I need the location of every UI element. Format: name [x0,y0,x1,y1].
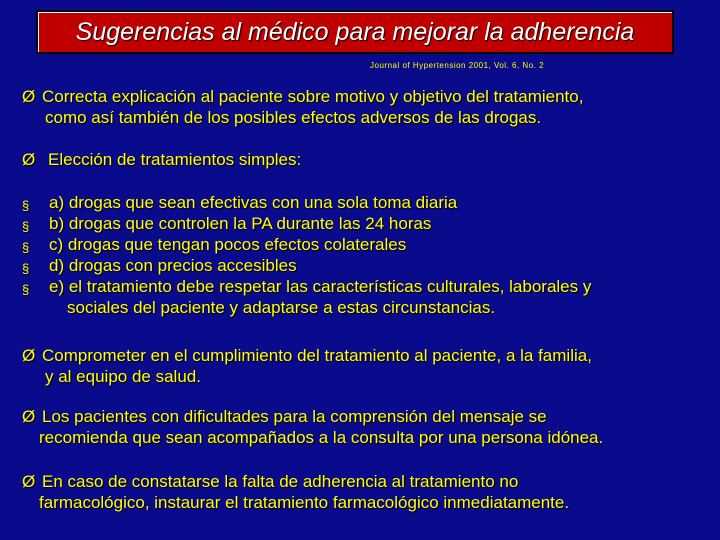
point-2-line-1: Elección de tratamientos simples: [48,150,302,169]
sub-item-e-continuation: sociales del paciente y adaptarse a estas circunstancias. [67,298,496,317]
sub-item-a: a) drogas que sean efectivas con una sola toma diaria [49,193,458,212]
square-bullet-icon: § [22,198,30,213]
point-1-line-2: como así también de los posibles efectos adversos de las drogas. [45,108,542,127]
sub-item-d: d) drogas con precios accesibles [49,256,297,275]
point-1-line-1: Correcta explicación al paciente sobre motivo y objetivo del tratamiento, [42,87,584,106]
sub-item-e: e) el tratamiento debe respetar las características culturales, laborales y [49,277,592,296]
point-5-line-2: farmacológico, instaurar el tratamiento farmacológico inmediatamente. [39,493,570,512]
arrow-bullet-icon: Ø [22,150,36,169]
point-5-line-1: En caso de constatarse la falta de adherencia al tratamiento no [42,472,519,491]
point-4-line-2: recomienda que sean acompañados a la consulta por una persona idónea. [39,428,604,447]
slide-title-box [36,10,674,54]
square-bullet-icon: § [22,282,30,297]
arrow-bullet-icon: Ø [22,472,36,491]
arrow-bullet-icon: Ø [22,407,36,426]
citation: Journal of Hypertension 2001, Vol. 6, No. 2 [370,61,545,70]
point-4-line-1: Los pacientes con dificultades para la comprensión del mensaje se [42,407,547,426]
point-3-line-1: Comprometer en el cumplimiento del tratamiento al paciente, a la familia, [42,346,592,365]
point-3-line-2: y al equipo de salud. [45,367,201,386]
slide-title: Sugerencias al médico para mejorar la adherencia [75,17,635,46]
square-bullet-icon: § [22,240,30,255]
arrow-bullet-icon: Ø [22,87,36,106]
sub-item-c: c) drogas que tengan pocos efectos colaterales [49,235,407,254]
sub-item-b: b) drogas que controlen la PA durante las 24 horas [49,214,432,233]
arrow-bullet-icon: Ø [22,346,36,365]
square-bullet-icon: § [22,219,30,234]
square-bullet-icon: § [22,261,30,276]
